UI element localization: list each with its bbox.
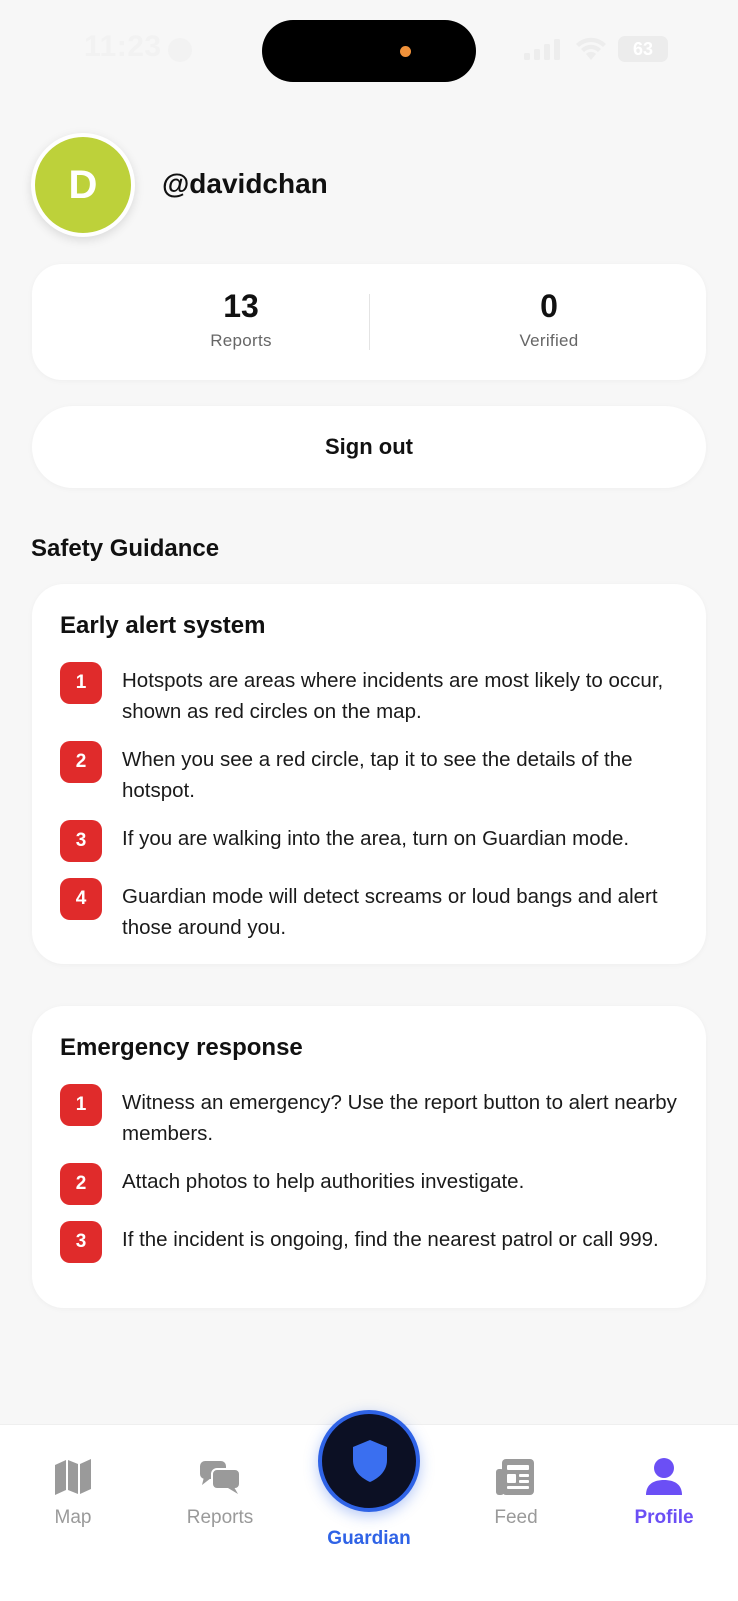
step-text: Witness an emergency? Use the report button to alert nearby members. <box>122 1091 677 1145</box>
step-number-badge: 3 <box>60 1221 102 1263</box>
shield-icon <box>350 1438 390 1484</box>
step-text: If the incident is ongoing, find the nearest patrol or call 999. <box>122 1228 659 1251</box>
verified-stat <box>449 288 649 351</box>
status-bar <box>0 0 738 100</box>
step-number-badge: 2 <box>60 1163 102 1205</box>
username: @davidchan <box>162 168 328 199</box>
emergency-response-card <box>32 1006 706 1308</box>
step-text: Hotspots are areas where incidents are most likely to occur, shown as red circles on the map. <box>122 669 664 723</box>
cellular-signal-icon <box>522 38 566 60</box>
card-title: Early alert system <box>60 612 266 639</box>
step-number-badge: 1 <box>60 1084 102 1126</box>
tab-feed[interactable] <box>456 1457 576 1529</box>
step-number-badge: 2 <box>60 741 102 783</box>
map-icon <box>51 1457 95 1497</box>
focus-mode-icon <box>168 38 192 62</box>
newspaper-icon <box>494 1457 538 1497</box>
battery-indicator: 63 <box>618 36 668 62</box>
step-number-badge: 3 <box>60 820 102 862</box>
tab-profile[interactable] <box>604 1457 724 1529</box>
reports-count: 13 <box>223 288 259 324</box>
tab-label: Feed <box>494 1507 538 1528</box>
person-icon <box>642 1457 686 1497</box>
guardian-button[interactable] <box>318 1410 420 1512</box>
tab-map[interactable] <box>13 1457 133 1529</box>
step-number-badge: 4 <box>60 878 102 920</box>
avatar: D <box>31 133 135 237</box>
reports-label: Reports <box>210 331 272 350</box>
bottom-tab-bar <box>0 1424 738 1601</box>
reports-stat <box>141 288 341 351</box>
chat-bubbles-icon <box>198 1457 242 1497</box>
section-title: Safety Guidance <box>31 535 220 562</box>
tab-label-guardian[interactable]: Guardian <box>327 1528 411 1549</box>
status-time: 11:23 <box>84 30 162 63</box>
step-text: When you see a red circle, tap it to see the details of the hotspot. <box>122 748 633 802</box>
tab-label: Map <box>54 1507 92 1528</box>
tab-label: Profile <box>634 1507 694 1528</box>
privacy-indicator-dot <box>400 46 411 57</box>
sign-out-button[interactable]: Sign out <box>32 406 706 488</box>
tab-label: Reports <box>186 1507 254 1528</box>
verified-label: Verified <box>519 331 579 350</box>
dynamic-island <box>262 20 476 82</box>
step-number-badge: 1 <box>60 662 102 704</box>
early-alert-card <box>32 584 706 964</box>
step-text: Guardian mode will detect screams or loud bangs and alert those around you. <box>122 885 658 939</box>
stats-divider <box>369 294 370 350</box>
tab-reports[interactable] <box>160 1457 280 1529</box>
wifi-icon <box>574 34 608 62</box>
step-text: If you are walking into the area, turn on Guardian mode. <box>122 827 630 850</box>
step-text: Attach photos to help authorities investigate. <box>122 1170 525 1193</box>
stats-card <box>32 264 706 380</box>
verified-count: 0 <box>540 288 558 324</box>
card-title: Emergency response <box>60 1034 303 1061</box>
